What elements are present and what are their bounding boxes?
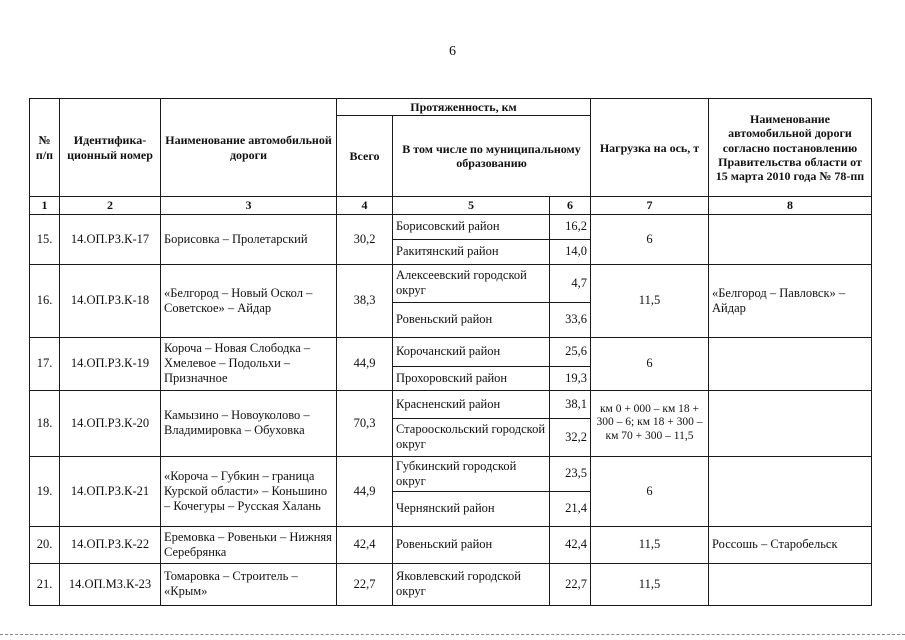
row-decree-name — [709, 214, 872, 264]
row-axle-load: 11,5 — [591, 526, 709, 563]
row-num: 16. — [30, 264, 60, 337]
table-row — [30, 456, 872, 491]
row-decree-name — [709, 390, 872, 456]
row-district: Корочанский район — [393, 337, 550, 366]
row-district: Алексеевский городской округ — [393, 264, 550, 302]
row-decree-name — [709, 337, 872, 390]
row-district-km: 32,2 — [550, 418, 591, 456]
row-district: Борисовский район — [393, 214, 550, 239]
row-road-name: Еремовка – Ровеньки – Нижняя Серебрянка — [161, 526, 337, 563]
page-bottom-edge — [0, 634, 905, 635]
table-row — [30, 264, 872, 302]
row-district-km: 33,6 — [550, 302, 591, 337]
row-id: 14.ОП.РЗ.К-21 — [60, 456, 161, 526]
row-axle-load: 6 — [591, 456, 709, 526]
col-number: 3 — [161, 197, 337, 214]
row-axle-load: 11,5 — [591, 563, 709, 605]
row-decree-name: Россошь – Старобельск — [709, 526, 872, 563]
row-id: 14.ОП.РЗ.К-17 — [60, 214, 161, 264]
row-district: Прохоровский район — [393, 366, 550, 390]
header-axle-load: Нагрузка на ось, т — [591, 99, 709, 197]
header-id: Идентифика-ционный номер — [60, 99, 161, 197]
row-axle-load: 11,5 — [591, 264, 709, 337]
row-id: 14.ОП.РЗ.К-22 — [60, 526, 161, 563]
row-num: 18. — [30, 390, 60, 456]
row-district: Красненский район — [393, 390, 550, 418]
row-road-name: Короча – Новая Слободка – Хмелевое – Подольхи – Призначное — [161, 337, 337, 390]
col-number: 1 — [30, 197, 60, 214]
row-district-km: 42,4 — [550, 526, 591, 563]
col-number: 8 — [709, 197, 872, 214]
row-num: 17. — [30, 337, 60, 390]
row-district-km: 21,4 — [550, 491, 591, 526]
row-total: 30,2 — [337, 214, 393, 264]
column-number-row — [30, 197, 872, 214]
table-row — [30, 337, 872, 366]
row-axle-load: 6 — [591, 214, 709, 264]
row-total: 42,4 — [337, 526, 393, 563]
roads-table — [29, 98, 872, 606]
page-number: 6 — [449, 44, 456, 59]
row-axle-load: км 0 + 000 – км 18 + 300 – 6; км 18 + 300 – км 70 + 300 – 11,5 — [591, 390, 709, 456]
row-district: Ровеньский район — [393, 302, 550, 337]
row-district-km: 19,3 — [550, 366, 591, 390]
col-number: 7 — [591, 197, 709, 214]
header-total: Всего — [337, 116, 393, 197]
row-total: 70,3 — [337, 390, 393, 456]
col-number: 6 — [550, 197, 591, 214]
row-road-name: «Белгород – Новый Оскол – Советское» – Айдар — [161, 264, 337, 337]
row-district: Чернянский район — [393, 491, 550, 526]
row-id: 14.ОП.РЗ.К-19 — [60, 337, 161, 390]
table-row — [30, 214, 872, 239]
row-road-name: «Короча – Губкин – граница Курской области» – Коньшино – Кочегуры – Русская Халань — [161, 456, 337, 526]
row-decree-name: «Белгород – Павловск» – Айдар — [709, 264, 872, 337]
row-num: 21. — [30, 563, 60, 605]
table-row — [30, 563, 872, 605]
row-total: 44,9 — [337, 337, 393, 390]
row-total: 22,7 — [337, 563, 393, 605]
col-number: 2 — [60, 197, 161, 214]
row-district-km: 16,2 — [550, 214, 591, 239]
col-number: 4 — [337, 197, 393, 214]
row-district-km: 22,7 — [550, 563, 591, 605]
row-id: 14.ОП.РЗ.К-20 — [60, 390, 161, 456]
row-district-km: 23,5 — [550, 456, 591, 491]
header-road-name: Наименование автомобильной дороги — [161, 99, 337, 197]
table-row — [30, 390, 872, 418]
table-row — [30, 526, 872, 563]
row-num: 15. — [30, 214, 60, 264]
row-decree-name — [709, 456, 872, 526]
row-district-km: 25,6 — [550, 337, 591, 366]
header-decree-name: Наименование автомобильной дороги согласно постановлению Правительства области от 15 марта 2010 года № 78-пп — [709, 99, 872, 197]
row-district-km: 38,1 — [550, 390, 591, 418]
row-district: Яковлевский городской округ — [393, 563, 550, 605]
row-district-km: 14,0 — [550, 239, 591, 264]
row-district-km: 4,7 — [550, 264, 591, 302]
row-num: 19. — [30, 456, 60, 526]
row-axle-load: 6 — [591, 337, 709, 390]
row-road-name: Борисовка – Пролетарский — [161, 214, 337, 264]
row-num: 20. — [30, 526, 60, 563]
row-total: 44,9 — [337, 456, 393, 526]
header-length: Протяженность, км — [337, 99, 591, 116]
row-decree-name — [709, 563, 872, 605]
row-district: Ракитянский район — [393, 239, 550, 264]
header-num: № п/п — [30, 99, 60, 197]
row-district: Губкинский городской округ — [393, 456, 550, 491]
row-total: 38,3 — [337, 264, 393, 337]
row-road-name: Камызино – Новоуколово – Владимировка – Обуховка — [161, 390, 337, 456]
row-district: Ровеньский район — [393, 526, 550, 563]
col-number: 5 — [393, 197, 550, 214]
row-id: 14.ОП.РЗ.К-18 — [60, 264, 161, 337]
row-district: Старооскольский городской округ — [393, 418, 550, 456]
row-id: 14.ОП.МЗ.К-23 — [60, 563, 161, 605]
row-road-name: Томаровка – Строитель – «Крым» — [161, 563, 337, 605]
header-including: В том числе по муниципальному образованию — [393, 116, 591, 197]
